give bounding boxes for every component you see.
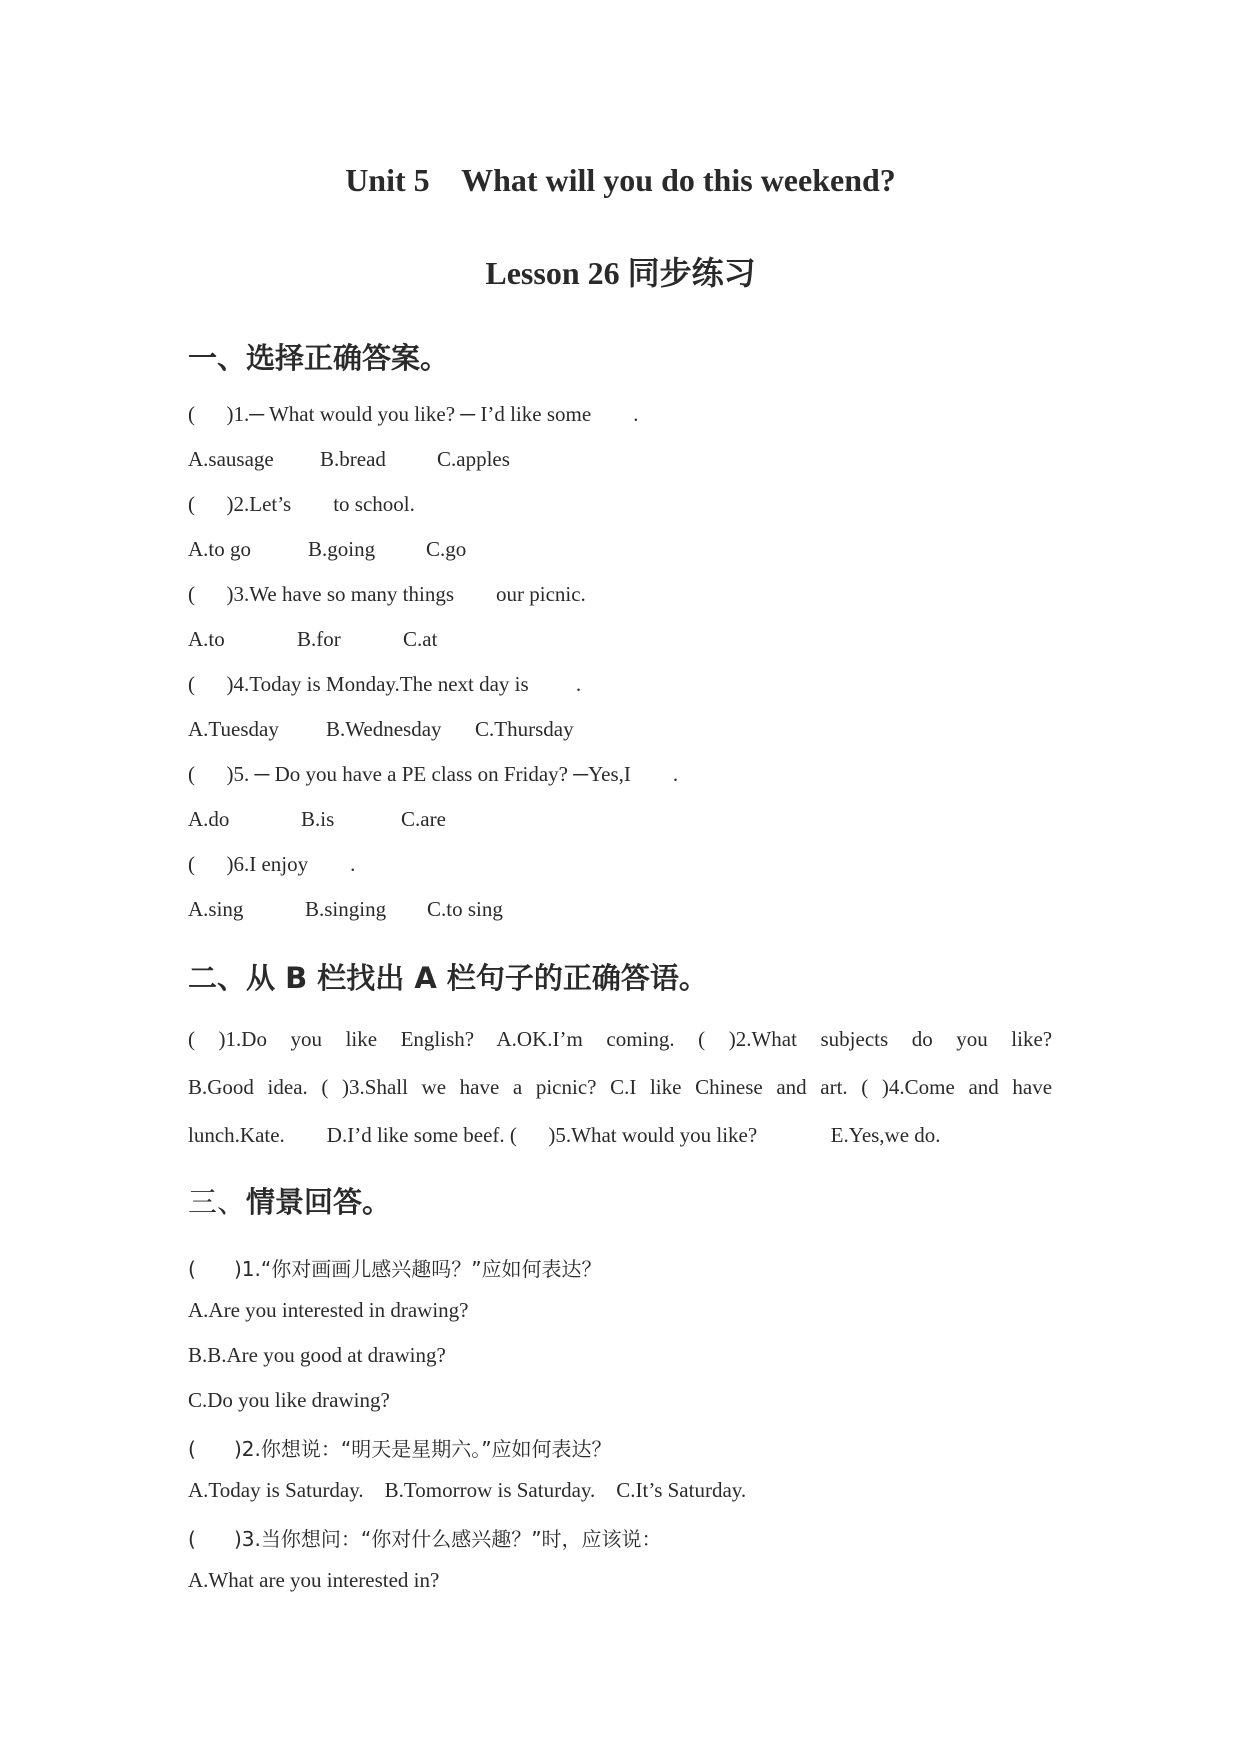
s1-q2-options	[188, 537, 466, 562]
s1-q2-stem: ( )2.Let’s to school.	[188, 492, 415, 516]
s2-word: (	[321, 1075, 329, 1099]
s2-word: B.Good idea.	[188, 1075, 308, 1099]
s1-q3-options	[188, 627, 437, 652]
page-title: Unit 5 What will you do this weekend?	[345, 162, 896, 198]
s1-q1-option-c: C.apples	[437, 447, 510, 471]
s1-q5-option-c: C.are	[401, 807, 446, 831]
s1-q5-option-a: A.do	[188, 807, 230, 831]
s1-q1-stem: ( )1.─ What would you like? ─ I’d like some .	[188, 402, 639, 426]
s1-q6-options	[188, 897, 503, 922]
page-subtitle: Lesson 26 同步练习	[485, 255, 756, 291]
s1-q3-option-c: C.at	[403, 627, 438, 651]
s2-word: C.I like Chinese and art.	[610, 1075, 848, 1099]
s1-q6-option-c: C.to sing	[427, 897, 503, 921]
s2-word: you	[290, 1027, 323, 1051]
s1-q5-option-b: B.is	[301, 807, 335, 831]
s1-q4-option-a: A.Tuesday	[188, 717, 279, 741]
s1-q4-options	[188, 717, 574, 742]
s2-word: like?	[1011, 1027, 1053, 1051]
s1-q1-option-b: B.bread	[320, 447, 386, 471]
s2-word: (	[861, 1075, 869, 1099]
s2-word: )3.Shall we have a picnic?	[342, 1075, 597, 1099]
s1-q6-stem: ( )6.I enjoy .	[188, 852, 356, 876]
s3-q3-stem: ( )3.当你想问：“你对什么感兴趣？”时，应该说：	[188, 1527, 662, 1551]
s2-word: subjects	[820, 1027, 889, 1051]
s2-word: (	[188, 1027, 195, 1051]
s1-q6-option-a: A.sing	[188, 897, 244, 921]
s2-word: A.OK.I’m	[496, 1027, 583, 1051]
section1-heading: 一、选择正确答案。	[188, 341, 450, 375]
s3-q1-option-c: C.Do you like drawing?	[188, 1388, 390, 1412]
s1-q4-option-b: B.Wednesday	[326, 717, 442, 741]
s1-q3-option-b: B.for	[297, 627, 341, 651]
s2-word: coming.	[606, 1027, 675, 1051]
s2-word: )1.Do	[218, 1027, 267, 1051]
s1-q1-options	[188, 447, 510, 472]
s1-q3-option-a: A.to	[188, 627, 225, 651]
section3-heading	[188, 1180, 391, 1221]
s2-word: do	[911, 1027, 933, 1051]
s1-q4-option-c: C.Thursday	[475, 717, 574, 741]
s3-q2-stem: ( )2.你想说：“明天是星期六。”应如何表达？	[188, 1437, 612, 1461]
section3-heading-text: 情景回答。	[246, 1185, 392, 1219]
s1-q5-stem: ( )5. ─ Do you have a PE class on Friday? ─Yes,I .	[188, 762, 679, 786]
s1-q6-option-b: B.singing	[305, 897, 387, 921]
s1-q4-stem: ( )4.Today is Monday.The next day is .	[188, 672, 582, 696]
s1-q2-option-a: A.to go	[188, 537, 251, 561]
s1-q2-option-b: B.going	[308, 537, 376, 561]
s2-row-2	[188, 1075, 1052, 1100]
section2-heading: 二、从 B 栏找出 A 栏句子的正确答语。	[188, 961, 708, 995]
s2-word: )2.What	[728, 1027, 797, 1051]
s1-q5-options	[188, 807, 446, 832]
s1-q3-stem: ( )3.We have so many things our picnic.	[188, 582, 586, 606]
s2-word: )4.Come and have	[881, 1075, 1053, 1099]
s3-q2-options: A.Today is Saturday. B.Tomorrow is Saturday. C.It’s Saturday.	[188, 1478, 747, 1502]
s2-row-3: lunch.Kate. D.I’d like some beef. ( )5.What would you like? E.Yes,we do.	[188, 1123, 941, 1147]
s2-word: you	[956, 1027, 988, 1051]
s3-q1-option-b: B.B.Are you good at drawing?	[188, 1343, 446, 1367]
s2-word: (	[698, 1027, 706, 1051]
section3-heading-number: 三、	[188, 1185, 247, 1219]
s2-word: like	[345, 1027, 378, 1051]
s2-word: English?	[400, 1027, 475, 1051]
s3-q1-stem: ( )1.“你对画画儿感兴趣吗？”应如何表达？	[188, 1257, 602, 1281]
s3-q1-option-a: A.Are you interested in drawing?	[188, 1298, 469, 1322]
s2-row-1	[188, 1027, 1052, 1052]
s1-q1-option-a: A.sausage	[188, 447, 274, 471]
s3-q3-option-a: A.What are you interested in?	[188, 1568, 440, 1592]
s1-q2-option-c: C.go	[426, 537, 467, 561]
